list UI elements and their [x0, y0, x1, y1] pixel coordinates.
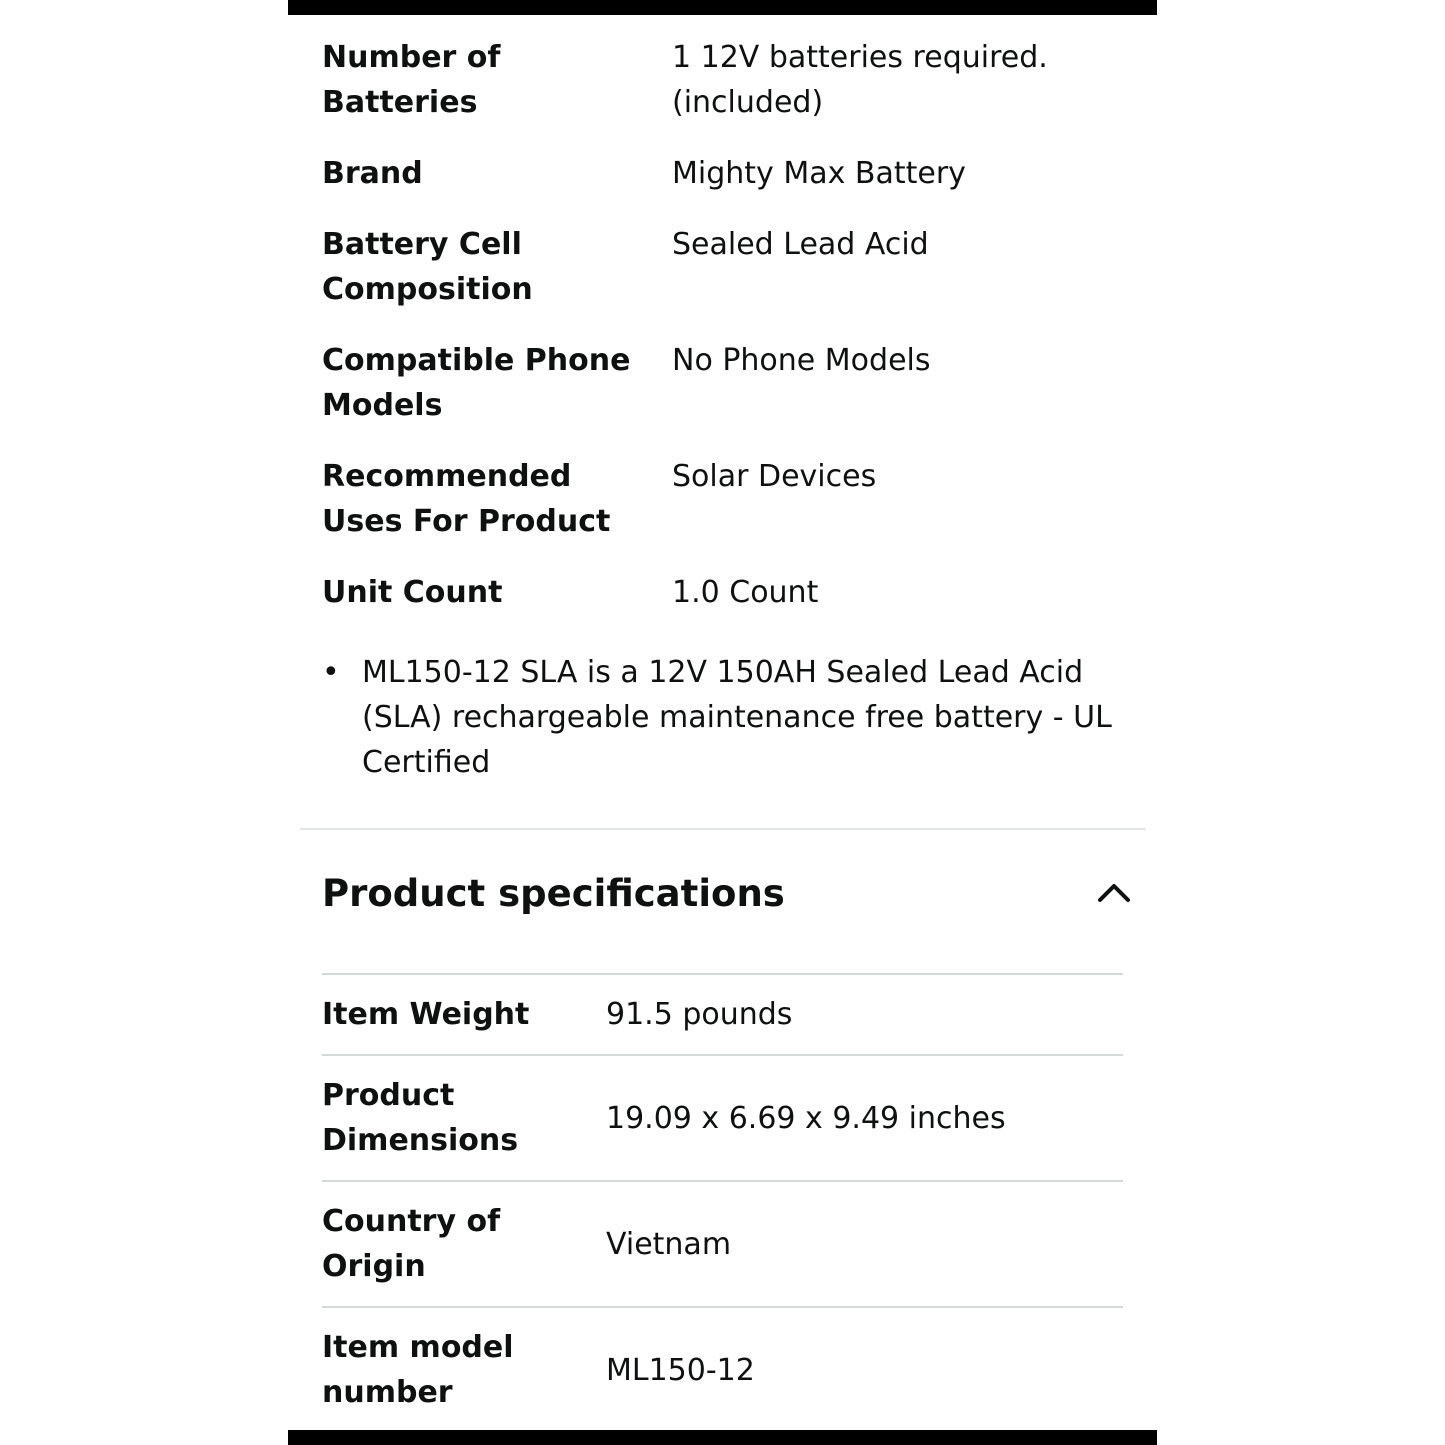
attribute-value: No Phone Models: [672, 343, 931, 378]
spec-label: Item Weight: [322, 997, 530, 1032]
feature-bullet-text: ML150-12 SLA is a 12V 150AH Sealed Lead Acid (SLA) rechargeable maintenance free battery - UL Certified: [362, 655, 1112, 780]
table-divider: [322, 1180, 1123, 1182]
product-details-panel: [288, 0, 1157, 1445]
attribute-label: Brand: [322, 156, 423, 191]
attribute-label: Battery Cell Composition: [322, 227, 533, 307]
spec-value: ML150-12: [606, 1353, 755, 1388]
spec-label: Item model number: [322, 1330, 514, 1410]
table-divider: [322, 1054, 1123, 1056]
product-specifications-header[interactable]: [322, 866, 1132, 922]
spec-label: Country of Origin: [322, 1204, 501, 1284]
bullet-dot-icon: •: [322, 655, 340, 690]
attribute-label: Number of Batteries: [322, 40, 501, 120]
attribute-label: Recommended Uses For Product: [322, 459, 611, 539]
top-frame-bar: [288, 0, 1157, 15]
attribute-value: Mighty Max Battery: [672, 156, 966, 191]
attribute-value: 1 12V batteries required. (included): [672, 40, 1048, 120]
table-divider: [322, 973, 1123, 975]
attribute-value: Sealed Lead Acid: [672, 227, 929, 262]
chevron-up-icon[interactable]: [1096, 876, 1132, 912]
bottom-frame-bar: [288, 1430, 1157, 1445]
attribute-value: Solar Devices: [672, 459, 877, 494]
spec-value: 91.5 pounds: [606, 997, 793, 1032]
table-divider: [322, 1306, 1123, 1308]
attribute-value: 1.0 Count: [672, 575, 819, 610]
spec-value: 19.09 x 6.69 x 9.49 inches: [606, 1101, 1006, 1136]
section-title: Product specifications: [322, 872, 785, 915]
attribute-label: Compatible Phone Models: [322, 343, 631, 423]
spec-value: Vietnam: [606, 1227, 732, 1262]
section-divider: [300, 828, 1146, 830]
spec-label: Product Dimensions: [322, 1078, 519, 1158]
attribute-label: Unit Count: [322, 575, 503, 610]
